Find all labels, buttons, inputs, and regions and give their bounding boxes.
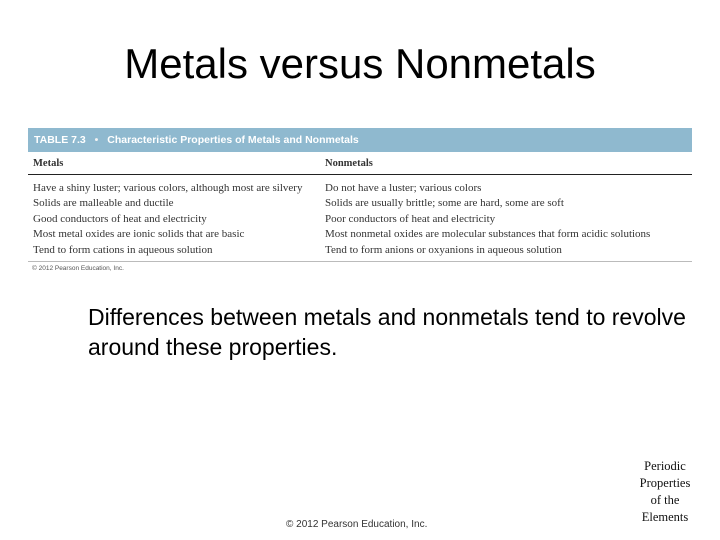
column-header-nonmetals: Nonmetals (325, 158, 373, 169)
nonmetals-cell: Solids are usually brittle; some are hard, some are soft (325, 197, 564, 210)
metals-cell: Most metal oxides are ionic solids that are basic (33, 228, 245, 241)
nonmetals-cell: Poor conductors of heat and electricity (325, 212, 496, 225)
corner-label-line: Elements (641, 510, 689, 524)
table-caption (28, 128, 692, 152)
corner-chapter-label (630, 458, 700, 526)
caption-separator: • (94, 134, 99, 146)
nonmetals-cell: Most nonmetal oxides are molecular substances that form acidic solutions (325, 228, 651, 241)
metals-cell: Good conductors of heat and electricity (33, 212, 207, 225)
properties-table (28, 128, 692, 272)
table-row (28, 212, 692, 227)
table-row (28, 227, 692, 242)
corner-label-line: Properties (639, 476, 691, 490)
column-header-metals: Metals (33, 158, 64, 169)
corner-label-line: Periodic (644, 459, 686, 473)
nonmetals-cell: Do not have a luster; various colors (325, 182, 482, 194)
corner-label-line: of the (650, 493, 680, 507)
footer-copyright: © 2012 Pearson Education, Inc. (286, 519, 428, 530)
table-caption-title: Characteristic Properties of Metals and Nonmetals (107, 134, 359, 146)
table-credit: © 2012 Pearson Education, Inc. (32, 264, 124, 272)
table-row (28, 181, 692, 196)
metals-cell: Solids are malleable and ductile (33, 197, 174, 210)
body-text: Differences between metals and nonmetals tend to revolve around these properties. (88, 304, 686, 360)
metals-cell: Tend to form cations in aqueous solution (33, 243, 213, 256)
metals-cell: Have a shiny luster; various colors, although most are silvery (33, 182, 303, 194)
table-body (28, 175, 692, 262)
table-number: TABLE 7.3 (34, 134, 86, 146)
slide-title: Metals versus Nonmetals (124, 40, 596, 87)
nonmetals-cell: Tend to form anions or oxyanions in aqueous solution (325, 243, 562, 256)
table-header-row (28, 152, 692, 175)
table-row (28, 243, 692, 258)
table-row (28, 196, 692, 211)
